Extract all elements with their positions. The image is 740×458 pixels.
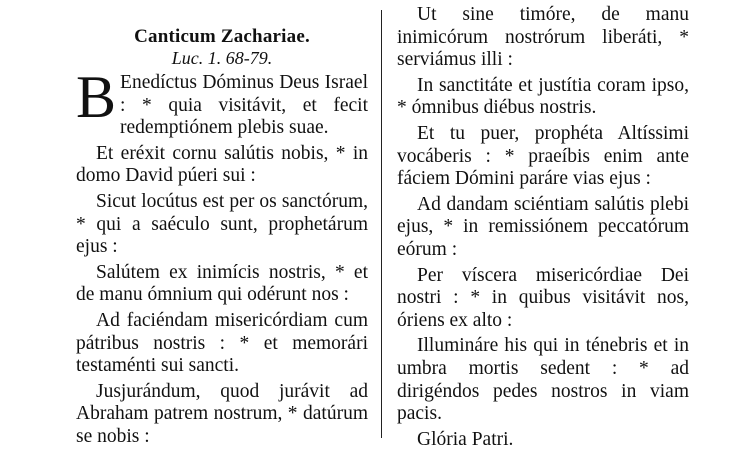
verse: Jusjurándum, quod jurávit ad Abraham patrem nostrum, * datúrum se nobis : [76,380,368,447]
drop-cap-initial: B [76,64,117,130]
canticle-title: Canticum Zachariae. [134,26,310,47]
verse: Illumináre his qui in ténebris et in umbra mortis sedent : * ad dirigéndos pedes nostros in viam pacis. [397,335,689,425]
right-column [397,4,689,451]
verse: In sanctitáte et justítia coram ipso, * ómnibus diébus nostris. [397,74,689,119]
gloria-patri: Glória Patri. [417,428,514,450]
verse: Ut sine timóre, de manu inimicórum nostrórum liberáti, * serviámus illi : [397,4,689,71]
verse: Sicut locútus est per os sanctórum, * qui a saéculo sunt, prophetárum ejus : [76,190,368,258]
left-column [76,26,368,452]
verse: Et eréxit cornu salútis nobis, * in domo David púeri sui : [76,142,368,187]
column-divider [381,10,382,438]
verse: Salútem ex inimícis nostris, * et de manu ómnium qui odérunt nos : [76,261,368,306]
first-verse-text: Enedíctus Dóminus Deus Israel : * quia visitávit, et fecit redemptiónem plebis suae. [120,72,368,139]
verse: Ad dandam sciéntiam salútis plebi ejus, * in remissiónem peccatórum eórum : [397,193,689,260]
verse: Ad faciéndam misericórdiam cum pátribus nostris : * et memorári testaménti sui sancti. [76,309,368,377]
scripture-reference: Luc. 1. 68-79. [171,48,273,68]
verse: Per víscera misericórdiae Dei nostri : * in quibus visitávit nos, óriens ex alto : [397,264,689,331]
verse: Et tu puer, prophéta Altíssimi vocáberis : * praeíbis enim ante fáciem Dómini paráre vias ejus : [397,122,689,190]
first-verse [76,64,368,140]
